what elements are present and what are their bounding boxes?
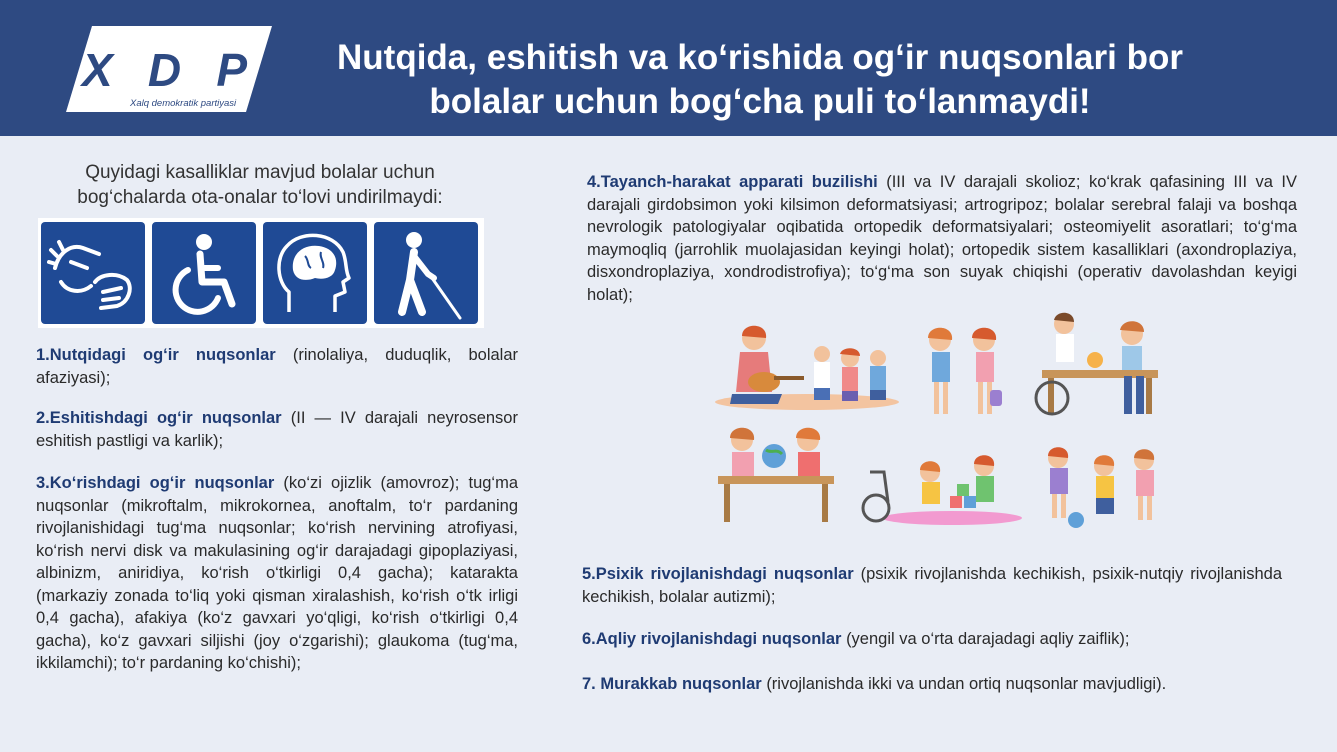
kids-standing-scene: [928, 328, 1002, 414]
page-title: Nutqida, eshitish va ko‘rishida og‘ir nuqsonlari bor bolalar uchun bog‘cha puli to‘lanmaydi!: [337, 38, 1183, 121]
head-brain-icon: [263, 222, 367, 324]
logo-abbr: XDP: [82, 44, 247, 96]
table-wheelchair-scene: [1036, 313, 1158, 414]
list-item: 2.Eshitishdagi og‘ir nuqsonlar (II — IV darajali neyrosensor eshitish pastligi va karlik);: [36, 409, 518, 450]
wheelchair-icon: [152, 222, 256, 324]
party-logo: [66, 20, 272, 112]
list-item: 6.Aqliy rivojlanishdagi nuqsonlar (yengil va o‘rta darajadagi aqliy zaiflik);: [582, 630, 1130, 648]
sign-language-icon: [41, 222, 145, 324]
disability-icons: [38, 218, 484, 328]
list-item: 5.Psixik rivojlanishdagi nuqsonlar (psixik rivojlanishda kechikish, psixik-nutqiy rivojlanishda kechikish, bolalar autizmi);: [582, 565, 1282, 606]
blind-person-icon: [374, 222, 478, 324]
logo-country: O‘zbekiston: [92, 26, 155, 38]
header-banner: [0, 0, 1337, 136]
children-illustration: [712, 312, 1172, 532]
list-item: 7. Murakkab nuqsonlar (rivojlanishda ikki va undan ortiq nuqsonlar mavjudligi).: [582, 675, 1167, 693]
intro-text: Quyidagi kasalliklar mavjud bolalar uchun bog‘chalarda ota-onalar to‘lovi undirilmaydi:: [77, 162, 443, 208]
blocks-play-scene: [863, 455, 1022, 525]
list-item: 4.Tayanch-harakat apparati buzilishi (III va IV darajali skolioz; ko‘krak qafasining III va IV darajali girdobsimon yoki kilsimon deformatsiyasi; artrogripoz; bolalar serebral falaji va boshqa nevrologik patologiyalar oqibatida ortopedik deformatsiyalari; osteomiyelit asoratlari; to‘g‘ma maymoqliq (jarrohlik muolajasidan keyingi holat); ortopedik sistem kasalliklari (axondroplaziya, disxondroplaziya, xondrodistrofiya); to‘g‘ma son suyak chiqishi (operativ davolashdan keyigi holat);: [587, 173, 1297, 304]
globe-table-scene: [718, 428, 834, 522]
list-item: 1.Nutqidagi og‘ir nuqsonlar (rinolaliya, duduqlik, bolalar afaziyasi);: [36, 346, 518, 387]
ball-play-scene: [1048, 447, 1154, 528]
list-item: 3.Ko‘rishdagi og‘ir nuqsonlar (ko‘zi ojizlik (amovroz); tug‘ma nuqsonlar (mikroftalm, mikrokornea, anoftalm, to‘r pardaning rivojlanishidagi tug‘ma nuqsonlar; ko‘rish nervining atrofiyasi, ko‘rish nervi disk va makulasining og‘ir darajadagi gipoplaziyasi, albinizm, aniridiya, ko‘rish o‘tkirligi 0,4 gacha); katarakta (markaziy zonada to‘liq yoki qisman xiralashish, ko‘rish o‘tk irligi 0,4 gacha), afakiya (ko‘z gavxari yo‘qligi, ko‘rish o‘tkirligi 0,4 gacha), ko‘z gavxari siljishi (joy o‘zgarishi); glaukoma (tug‘ma, ikkilamchi); to‘r pardaning ko‘chishi);: [36, 474, 519, 672]
teacher-guitar-scene: [715, 326, 899, 410]
logo-party: Xalq demokratik partiyasi: [130, 98, 237, 109]
